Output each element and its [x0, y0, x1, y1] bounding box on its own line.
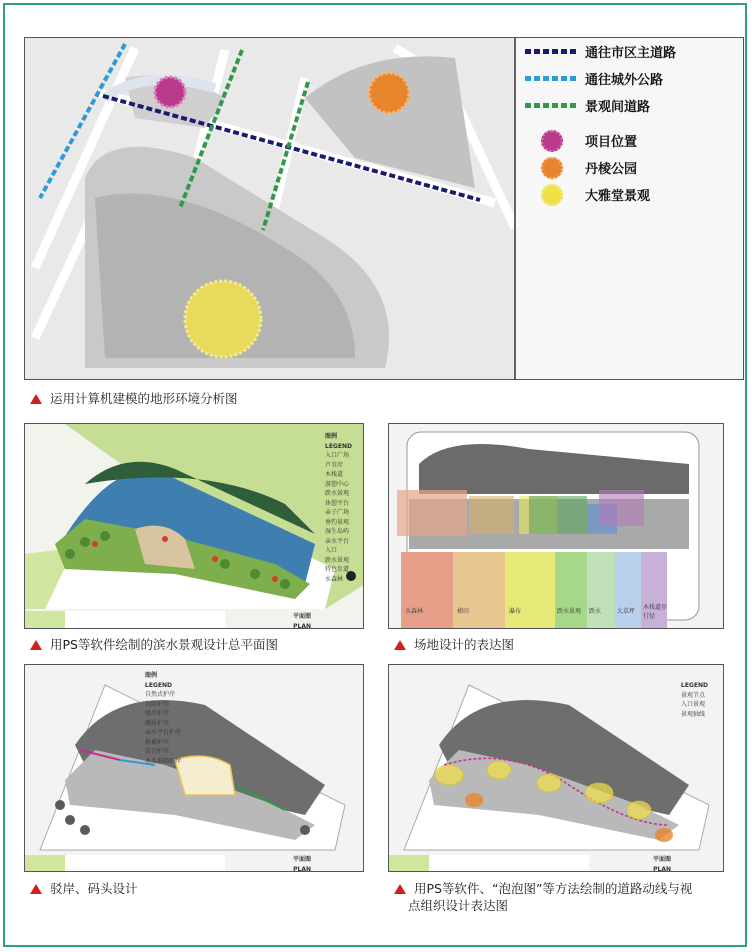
dashed-line-icon: [525, 49, 577, 54]
legend-item: 亲子广场: [325, 509, 350, 516]
legend-route-city: [525, 38, 676, 65]
bubble-graphic: [389, 665, 724, 872]
zone-label: 水森林: [405, 608, 424, 615]
legend-title-en: LEGEND: [681, 682, 708, 689]
caption-text: 场地设计的表达图: [414, 637, 515, 652]
caption-bubble: [394, 880, 734, 914]
legend-item: 垂钓景观: [325, 518, 350, 526]
legend-point-project: [525, 127, 676, 154]
plan-label-en: PLAN: [653, 865, 672, 872]
legend-point-park: [525, 154, 676, 181]
triangle-icon: [30, 640, 42, 650]
bubble-legend: [681, 681, 708, 719]
legend-title: 图例: [325, 433, 338, 440]
legend-item: 跌水景观: [325, 556, 350, 564]
legend-title-en: LEGEND: [325, 442, 352, 450]
legend-item: 植被护岸: [145, 738, 170, 746]
dashed-line-icon: [525, 76, 577, 81]
caption-text: 用PS等软件、“泡泡图”等方法绘制的道路动线与视: [414, 881, 693, 896]
legend-point-dayatang: [525, 181, 676, 208]
plan-label-cn: 平面图: [293, 613, 312, 620]
plan-label: [293, 855, 311, 872]
legend-title: 图例: [145, 672, 158, 679]
plan-legend: [325, 432, 364, 584]
legend-item: 入口广场: [325, 452, 350, 459]
legend-item: 亲水平台: [325, 537, 350, 545]
caption-text: 运用计算机建模的地形环境分析图: [50, 391, 238, 406]
revetment-plan: [24, 664, 364, 872]
legend-label: 通往城外公路: [585, 73, 664, 88]
revetment-graphic: [25, 665, 364, 872]
legend-label: 通往市区主道路: [585, 46, 677, 61]
legend-item: 游憩中心: [325, 480, 350, 488]
legend-item: 木栈道: [325, 471, 344, 478]
legend-item: 跌水景观: [325, 490, 350, 497]
caption-site-design: [394, 636, 514, 653]
zone-label: 梯田: [457, 608, 470, 615]
legend-route-outbound: [525, 65, 676, 92]
legend-label: 景观间道路: [585, 100, 651, 115]
circle-marker-icon: [541, 157, 563, 179]
caption-text: 用PS等软件绘制的滨水景观设计总平面图: [50, 637, 278, 652]
revetment-legend: [145, 671, 181, 766]
legend-item: 木头堆砌护岸: [145, 757, 182, 765]
legend-item: 芦苇岸: [325, 461, 344, 469]
triangle-icon: [30, 884, 42, 894]
zone-label: 大草坪: [617, 608, 636, 615]
map-legend: [525, 38, 676, 208]
legend-label: 丹棱公园: [585, 162, 638, 177]
site-diagram-graphic: [389, 424, 724, 629]
caption-terrain: [30, 390, 238, 407]
legend-item: 特色步道: [325, 566, 350, 573]
legend-item: 入口景观: [681, 701, 706, 708]
legend-item: 休憩平台: [325, 499, 350, 507]
legend-item: 混合护岸: [145, 748, 170, 755]
triangle-icon: [30, 394, 42, 404]
legend-item: 景观节点: [681, 691, 706, 699]
triangle-icon: [394, 884, 406, 894]
caption-master-plan: [30, 636, 278, 653]
zone-label: 跌水: [589, 608, 602, 615]
legend-route-scenic: [525, 92, 676, 119]
plan-label-en: PLAN: [293, 865, 312, 872]
plan-label-en: PLAN: [293, 622, 312, 629]
legend-item: 硬质护岸: [145, 719, 170, 727]
site-design-diagram: [388, 423, 724, 629]
plan-label-cn: 平面图: [293, 856, 312, 863]
caption-revetment: [30, 880, 138, 897]
terrain-analysis-map: [24, 37, 744, 380]
caption-text: 驳岸、码头设计: [50, 881, 138, 896]
legend-item: 湿生岛屿: [325, 528, 350, 535]
zone-label: 木栈道步行径: [643, 604, 668, 620]
legend-item: 自然式护岸: [145, 691, 176, 698]
zone-label: 跌水景观: [557, 608, 582, 615]
caption-text-line2: 点组织设计表达图: [408, 898, 509, 913]
circle-marker-icon: [541, 130, 563, 152]
plan-label: [653, 855, 671, 872]
legend-label: 大雅堂景观: [585, 189, 651, 204]
legend-title-en: LEGEND: [145, 681, 172, 689]
legend-item: 驳岸护岸: [145, 710, 170, 717]
master-plan-graphic: [25, 424, 364, 629]
legend-item: 水森林: [325, 575, 344, 583]
master-plan: [24, 423, 364, 629]
zone-label: 瀑布: [509, 608, 522, 615]
plan-label-cn: 平面图: [653, 856, 672, 863]
dashed-line-icon: [525, 103, 577, 108]
legend-item: 入口: [325, 547, 338, 554]
circle-marker-icon: [541, 184, 563, 206]
bubble-diagram: [388, 664, 724, 872]
legend-label: 项目位置: [585, 135, 638, 150]
legend-item: 景观轴线: [681, 710, 706, 718]
legend-item: 台阶护岸: [145, 700, 170, 708]
plan-label: [293, 612, 311, 629]
triangle-icon: [394, 640, 406, 650]
legend-item: 亲水平台护岸: [145, 729, 182, 736]
